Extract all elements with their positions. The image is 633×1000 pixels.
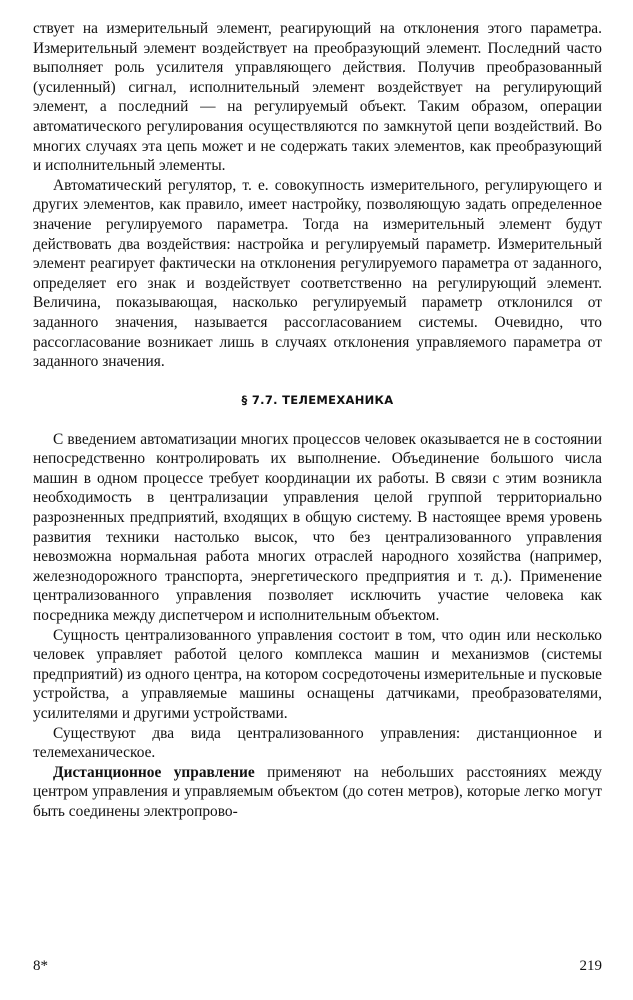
paragraph-remote-control: [33, 763, 602, 822]
paragraph-essence-centralized-control: Сущность централизованного управления состоит в том, что один или несколько человек управляет работой целого комплекса машин и механизмов (системы предприятий) из одного центра, на котором сосредоточены измерительные и пусковые устройства, а управляемые машины оснащены датчиками, преобразователями, усилителями и другими устройствами.: [33, 626, 602, 722]
term-remote-control: Дистанционное управление: [53, 763, 255, 781]
signature-mark: 8*: [33, 958, 48, 974]
paragraph-introduction-automation: С введением автоматизации многих процессов человек оказывается не в состоянии непосредственно контролировать их выполнение. Объединение большого числа машин в одном процессе требует координации их работы. В связи с этим возникла необходимость в централизации управления целой группой территориально разрозненных предприятий, входящих в общую систему. В настоящее время уровень развития техники настолько высок, что без централизованного управления невозможна нормальная работа многих отраслей народного хозяйства (например, железнодорожного транспорта, энергетического предприятия и т. д.). Применение централизованного управления позволяет исключить участие человека как посредника между диспетчером и исполнительным объектом.: [33, 430, 602, 625]
paragraph-two-kinds: Существуют два вида централизованного управления: дистанционное и телемеханическое.: [33, 724, 602, 762]
section-heading: § 7.7. ТЕЛЕМЕХАНИКА: [241, 392, 394, 407]
paragraph-continuation: ствует на измерительный элемент, реагирующий на отклонения этого параметра. Измерительный элемент воздействует на преобразующий элемент. Последний часто выполняет роль усилителя управляющего действия. Получив преобразованный (усиленный) сигнал, исполнительный элемент воздействует на регулирующий элемент, а последний — на регулируемый объект. Таким образом, операции автоматического регулирования осуществляются по замкнутой цепи воздействий. Во многих случаях эта цепь может и не содержать таких элементов, как преобразующий и исполнительный элементы.: [33, 20, 602, 175]
page-content: [33, 19, 602, 822]
paragraph-automatic-regulator: Автоматический регулятор, т. е. совокупность измерительного, регулирующего и других элементов, как правило, имеет настройку, позволяющую задать определенное значение регулируемого параметра. Тогда на измерительный элемент будут действовать два воздействия: настройка и регулируемый параметр. Измерительный элемент реагирует фактически на отклонения регулируемого параметра от заданного, определяет его знак и воздействует соответственно на регулирующий элемент. Величина, показывающая, насколько регулируемый параметр отклонился от заданного значения, называется рассогласованием системы. Очевидно, что рассогласование возникает лишь в случаях отклонения управляемого параметра от заданного значения.: [33, 176, 602, 371]
page-number: 219: [579, 958, 602, 974]
paragraph-remote-control-text: применяют на небольших расстояниях между центром управления и управляемым объектом (до сотен метров), которые легко могут быть соединены электропрово-: [33, 763, 602, 820]
